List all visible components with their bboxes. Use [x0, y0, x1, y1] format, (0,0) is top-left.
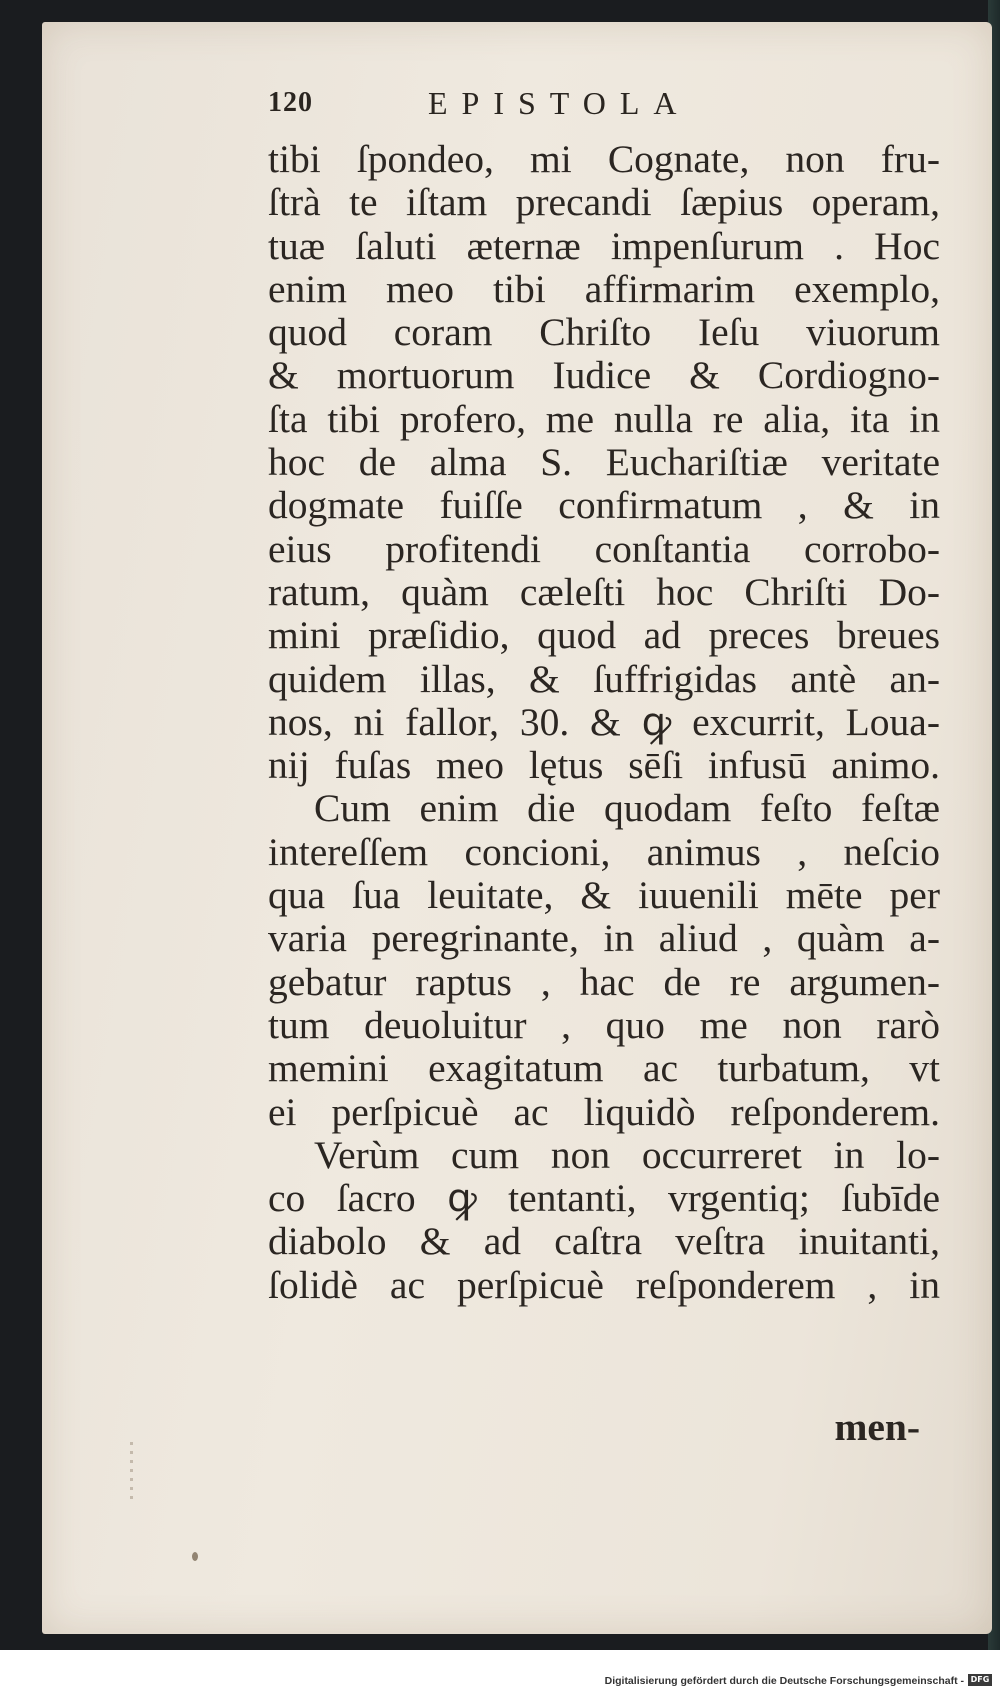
digitization-credit: Digitalisierung gefördert durch die Deutsche Forschungsgemeinschaft -	[604, 1675, 964, 1687]
text-line: ſta tibi profero, me nulla re alia, ita in	[268, 396, 940, 441]
dfg-logo: DFG	[968, 1674, 992, 1686]
text-line: quidem illas, & ſuffrigidas antè an-	[268, 656, 940, 701]
text-line: hoc de alma S. Euchariſtiæ veritate	[268, 440, 940, 485]
text-line: diabolo & ad caſtra veſtra inuitanti,	[268, 1219, 940, 1264]
text-line: nij fuſas meo lętus sēſi infusū animo.	[268, 743, 940, 788]
text-line: mini præſidio, quod ad preces breues	[268, 613, 940, 658]
text-line: ratum, quàm cæleſti hoc Chriſti Do-	[268, 569, 940, 614]
text-line: enim meo tibi affirmarim exemplo,	[268, 266, 940, 311]
paragraph-start-line: Verùm cum non occurreret in lo-	[314, 1132, 940, 1177]
page-number: 120	[268, 87, 313, 118]
text-line: varia peregrinante, in aliud , quàm a-	[268, 916, 940, 961]
text-line: tum deuoluitur , quo me non rarò	[268, 1002, 940, 1047]
text-line: ſolidè ac perſpicuè reſponderem , in	[268, 1262, 940, 1307]
text-line: gebatur raptus , hac de re argumen-	[268, 959, 940, 1004]
paper-mark	[130, 1442, 133, 1502]
text-line: eius profitendi conſtantia corrobo-	[268, 526, 940, 571]
text-line: & mortuorum Iudice & Cordiogno-	[268, 353, 940, 398]
text-line: dogmate fuiſſe confirmatum , & in	[268, 483, 940, 528]
text-line: memini exagitatum ac turbatum, vt	[268, 1046, 940, 1091]
text-line: ſtrà te iſtam precandi ſæpius operam,	[268, 180, 940, 225]
text-line: tibi ſpondeo, mi Cognate, non fru-	[268, 137, 940, 181]
text-line: tuæ ſaluti æternæ impenſurum . Hoc	[268, 223, 940, 268]
body-text	[268, 138, 940, 1307]
catchword: men-	[834, 1405, 920, 1449]
text-line: intereſſem concioni, animus , neſcio	[268, 829, 940, 874]
text-line: ei perſpicuè ac liquidò reſponderem.	[268, 1089, 940, 1134]
ink-stain	[192, 1552, 198, 1561]
paragraph-start-line: Cum enim die quodam feſto feſtæ	[314, 786, 940, 831]
text-line: quod coram Chriſto Ieſu viuorum	[268, 310, 940, 355]
text-line: nos, ni fallor, 30. & ꝙ excurrit, Loua-	[268, 699, 940, 744]
running-head: EPISTOLA	[428, 85, 691, 121]
text-line: co ſacro ꝙ tentanti, vrgentiq; ſubīde	[268, 1176, 940, 1221]
text-line: qua ſua leuitate, & iuuenili mēte per	[268, 873, 940, 918]
page-header	[268, 85, 768, 129]
